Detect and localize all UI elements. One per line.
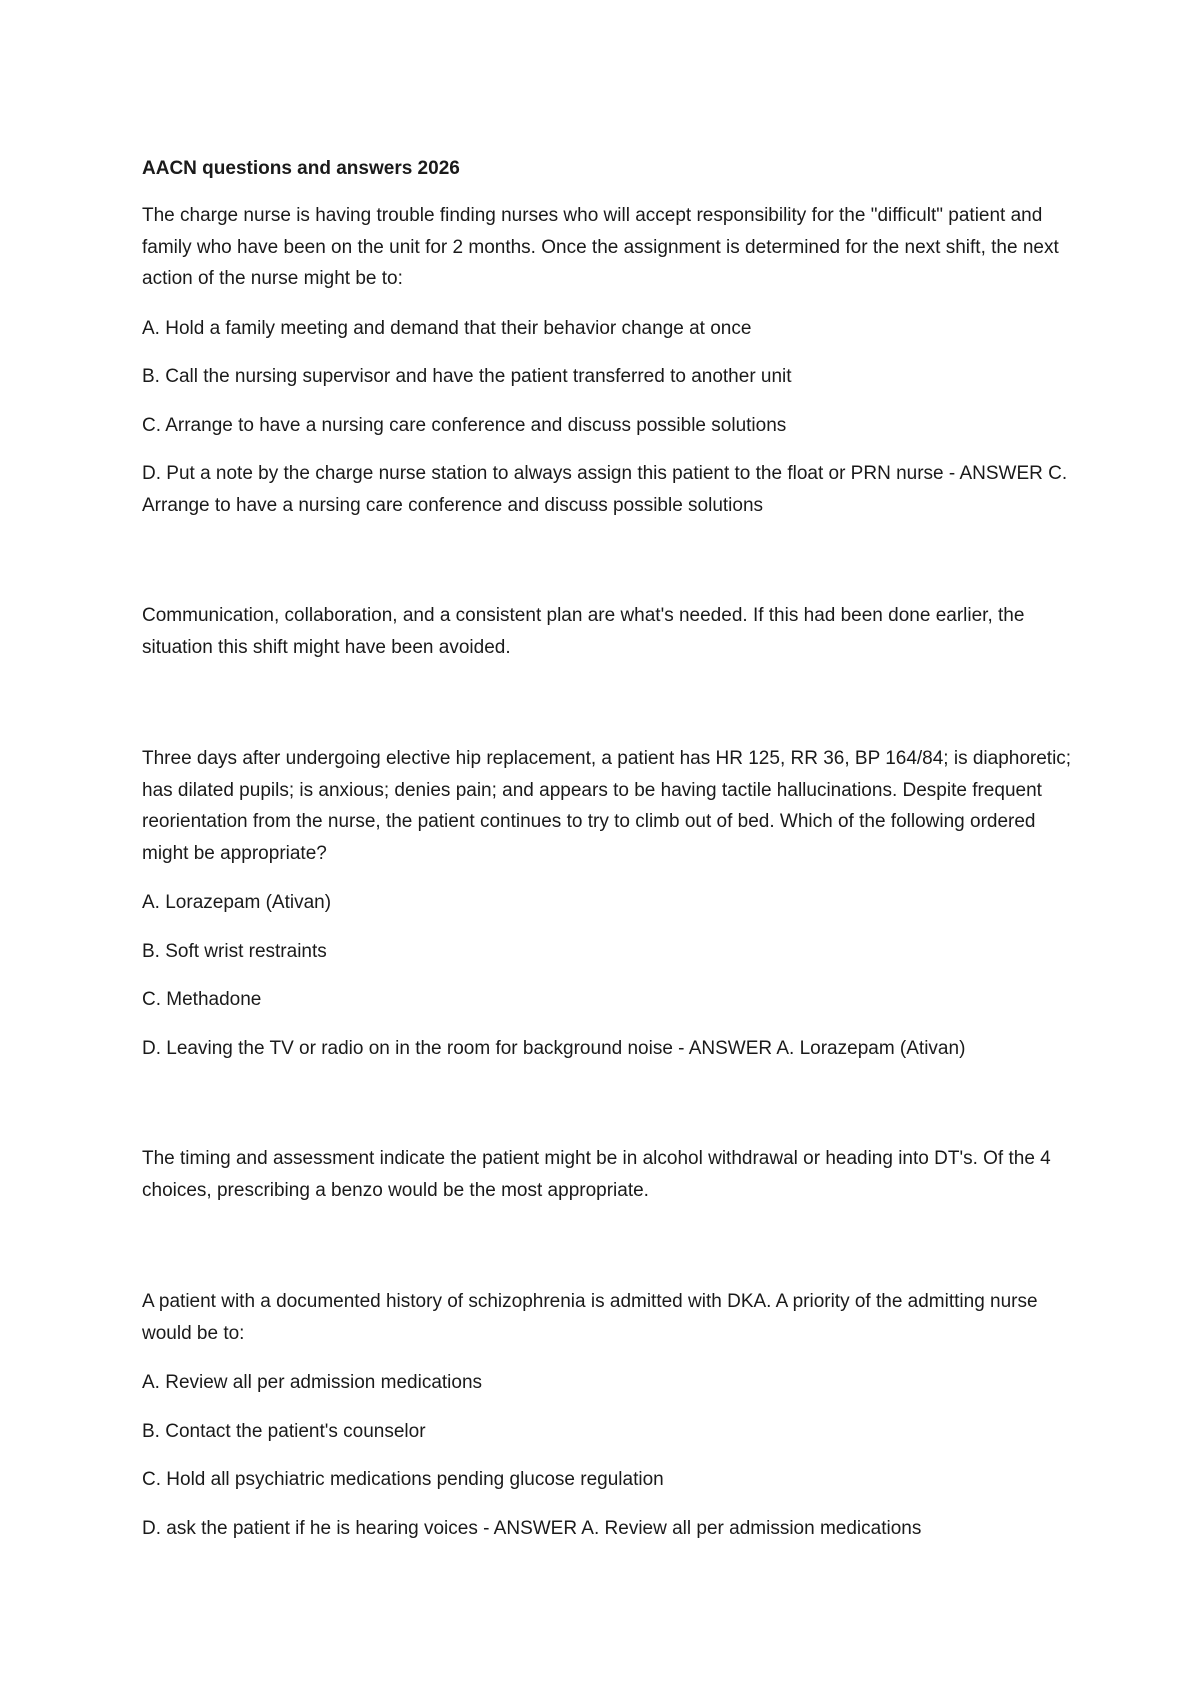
question-3-option-c: C. Hold all psychiatric medications pending glucose regulation (142, 1469, 664, 1490)
spacer (142, 681, 1072, 743)
question-3-option-b: B. Contact the patient's counselor (142, 1420, 426, 1442)
question-2-option-a: A. Lorazepam (Ativan) (142, 892, 332, 913)
question-3-stem: A patient with a documented history of schizophrenia is admitted with DKA. A priority of the admitting nurse would be to: (142, 1291, 1038, 1344)
question-1-option-c: C. Arrange to have a nursing care conference and discuss possible solutions (142, 414, 787, 436)
document-content (142, 156, 1072, 1561)
question-3-option-a: A. Review all per admission medications (142, 1372, 483, 1393)
question-2-rationale: The timing and assessment indicate the patient might be in alcohol withdrawal or heading into DT's. Of the 4 choices, prescribing a benzo would be the most appropriate. (142, 1148, 1051, 1201)
question-1-option-a: A. Hold a family meeting and demand that their behavior change at once (142, 317, 752, 339)
document-title: AACN questions and answers 2026 (142, 158, 460, 179)
question-1-rationale: Communication, collaboration, and a consistent plan are what's needed. If this had been done earlier, the situation this shift might have been avoided. (142, 605, 1025, 658)
question-1-option-b: B. Call the nursing supervisor and have the patient transferred to another unit (142, 366, 792, 387)
spacer (142, 538, 1072, 600)
question-2-option-c: C. Methadone (142, 989, 262, 1010)
question-3-option-d-answer: D. ask the patient if he is hearing voices - ANSWER A. Review all per admission medications (142, 1517, 922, 1539)
spacer (142, 1224, 1072, 1286)
question-2-option-b: B. Soft wrist restraints (142, 940, 327, 962)
question-2-stem: Three days after undergoing elective hip replacement, a patient has HR 125, RR 36, BP 164/84; is diaphoretic; has dilated pupils; is anxious; denies pain; and appears to be having tactile hallucinations. Despite frequent reorientation from the nurse, the patient continues to try to climb out of bed. Which of the following ordered might be appropriate? (142, 748, 1072, 864)
spacer (142, 1081, 1072, 1143)
question-1-option-d-answer: D. Put a note by the charge nurse station to always assign this patient to the float or PRN nurse - ANSWER C. Arrange to have a nursing care conference and discuss possible solutions (142, 463, 1068, 516)
question-1-stem: The charge nurse is having trouble finding nurses who will accept responsibility for the "difficult" patient and family who have been on the unit for 2 months. Once the assignment is determined for the next shift, the next action of the nurse might be to: (142, 205, 1059, 289)
question-2-option-d-answer: D. Leaving the TV or radio on in the room for background noise - ANSWER A. Lorazepam (Ativan) (142, 1037, 966, 1059)
